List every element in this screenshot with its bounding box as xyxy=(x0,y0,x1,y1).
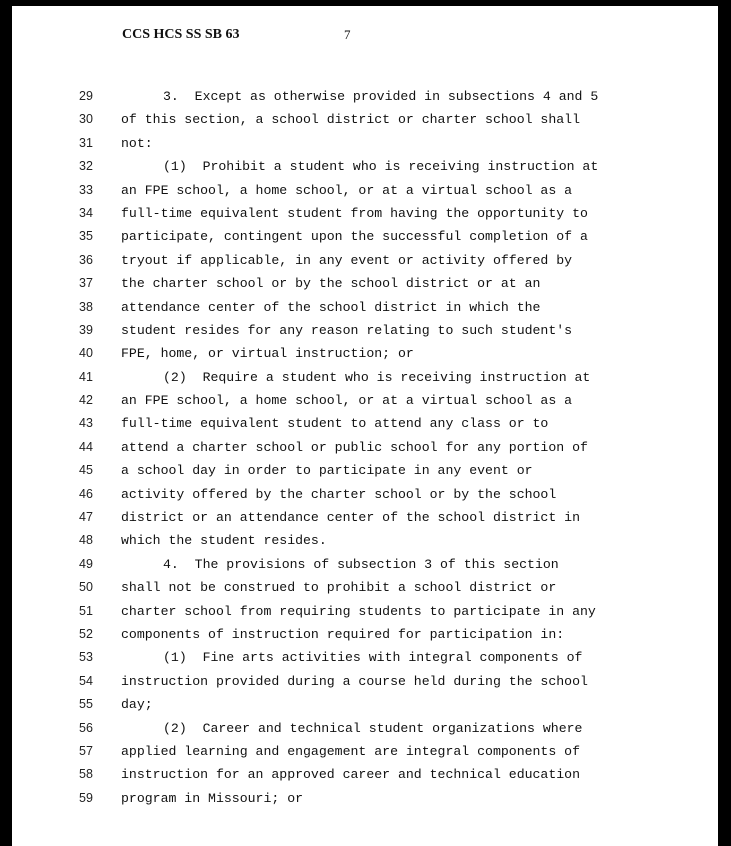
line-text: an FPE school, a home school, or at a virtual school as a xyxy=(121,182,573,198)
line-text: (1) Fine arts activities with integral components of xyxy=(163,650,583,666)
line-text: district or an attendance center of the school district in xyxy=(121,510,580,526)
text-line xyxy=(12,646,718,669)
text-line xyxy=(12,740,718,763)
text-line xyxy=(12,623,718,646)
line-number: 54 xyxy=(79,673,93,688)
text-line xyxy=(12,249,718,272)
line-text: program in Missouri; or xyxy=(121,790,304,806)
line-text: (1) Prohibit a student who is receiving instruction at xyxy=(163,159,599,175)
line-number: 59 xyxy=(79,790,93,805)
line-number: 44 xyxy=(79,439,93,454)
line-text: activity offered by the charter school or by the school xyxy=(121,486,557,502)
line-text: instruction for an approved career and technical education xyxy=(121,767,580,783)
text-line xyxy=(12,459,718,482)
text-line xyxy=(12,529,718,552)
line-text: 4. The provisions of subsection 3 of this section xyxy=(163,556,559,572)
line-number: 34 xyxy=(79,205,93,220)
line-text: of this section, a school district or charter school shall xyxy=(121,112,580,128)
bill-title: CCS HCS SS SB 63 xyxy=(122,27,240,42)
line-number: 40 xyxy=(79,346,93,361)
text-line xyxy=(12,506,718,529)
text-line xyxy=(12,717,718,740)
line-number: 47 xyxy=(79,510,93,525)
line-number: 43 xyxy=(79,416,93,431)
line-text: day; xyxy=(121,697,153,713)
line-text: which the student resides. xyxy=(121,533,327,549)
line-text: FPE, home, or virtual instruction; or xyxy=(121,346,414,362)
line-number: 30 xyxy=(79,112,93,127)
line-text: a school day in order to participate in any event or xyxy=(121,463,533,479)
line-number: 35 xyxy=(79,229,93,244)
text-line xyxy=(12,179,718,202)
line-text: an FPE school, a home school, or at a virtual school as a xyxy=(121,393,573,409)
line-number: 33 xyxy=(79,182,93,197)
line-number: 58 xyxy=(79,767,93,782)
line-number: 53 xyxy=(79,650,93,665)
line-text: attendance center of the school district in which the xyxy=(121,299,541,315)
line-number: 50 xyxy=(79,580,93,595)
line-text: the charter school or by the school district or at an xyxy=(121,276,541,292)
text-line xyxy=(12,296,718,319)
line-text: components of instruction required for participation in: xyxy=(121,626,565,642)
line-number: 32 xyxy=(79,159,93,174)
line-number: 41 xyxy=(79,369,93,384)
text-line xyxy=(12,693,718,716)
line-number: 38 xyxy=(79,299,93,314)
line-text: tryout if applicable, in any event or activity offered by xyxy=(121,252,573,268)
text-line xyxy=(12,576,718,599)
text-line xyxy=(12,132,718,155)
line-number: 45 xyxy=(79,463,93,478)
text-line xyxy=(12,389,718,412)
line-number: 37 xyxy=(79,276,93,291)
line-text: student resides for any reason relating to such student's xyxy=(121,322,573,338)
text-line xyxy=(12,600,718,623)
page-number: 7 xyxy=(344,27,351,42)
text-line xyxy=(12,366,718,389)
line-number: 55 xyxy=(79,697,93,712)
line-text: attend a charter school or public school for any portion of xyxy=(121,439,588,455)
line-text: applied learning and engagement are integral components of xyxy=(121,743,580,759)
text-line xyxy=(12,155,718,178)
line-text: charter school from requiring students to participate in any xyxy=(121,603,596,619)
line-text: shall not be construed to prohibit a school district or xyxy=(121,580,557,596)
text-line xyxy=(12,412,718,435)
line-text: (2) Require a student who is receiving instruction at xyxy=(163,369,591,385)
text-line xyxy=(12,787,718,810)
text-line xyxy=(12,108,718,131)
text-line xyxy=(12,553,718,576)
text-line xyxy=(12,436,718,459)
line-text: participate, contingent upon the successful completion of a xyxy=(121,229,588,245)
bill-text-body xyxy=(12,85,718,810)
line-number: 57 xyxy=(79,743,93,758)
line-text: not: xyxy=(121,135,153,151)
text-line xyxy=(12,85,718,108)
line-number: 49 xyxy=(79,556,93,571)
line-text: 3. Except as otherwise provided in subsections 4 and 5 xyxy=(163,89,599,104)
line-number: 39 xyxy=(79,322,93,337)
line-number: 36 xyxy=(79,252,93,267)
line-number: 46 xyxy=(79,486,93,501)
line-number: 48 xyxy=(79,533,93,548)
text-line xyxy=(12,763,718,786)
text-line xyxy=(12,342,718,365)
line-text: full-time equivalent student to attend any class or to xyxy=(121,416,549,432)
document-page xyxy=(12,6,718,846)
text-line xyxy=(12,483,718,506)
line-number: 51 xyxy=(79,603,93,618)
line-number: 31 xyxy=(79,135,93,150)
line-number: 29 xyxy=(79,89,93,103)
text-line xyxy=(12,272,718,295)
line-text: full-time equivalent student from having the opportunity to xyxy=(121,205,588,221)
line-number: 42 xyxy=(79,393,93,408)
text-line xyxy=(12,202,718,225)
line-text: instruction provided during a course held during the school xyxy=(121,673,588,689)
line-number: 56 xyxy=(79,720,93,735)
text-line xyxy=(12,670,718,693)
line-text: (2) Career and technical student organizations where xyxy=(163,720,583,736)
text-line xyxy=(12,319,718,342)
line-number: 52 xyxy=(79,626,93,641)
text-line xyxy=(12,225,718,248)
